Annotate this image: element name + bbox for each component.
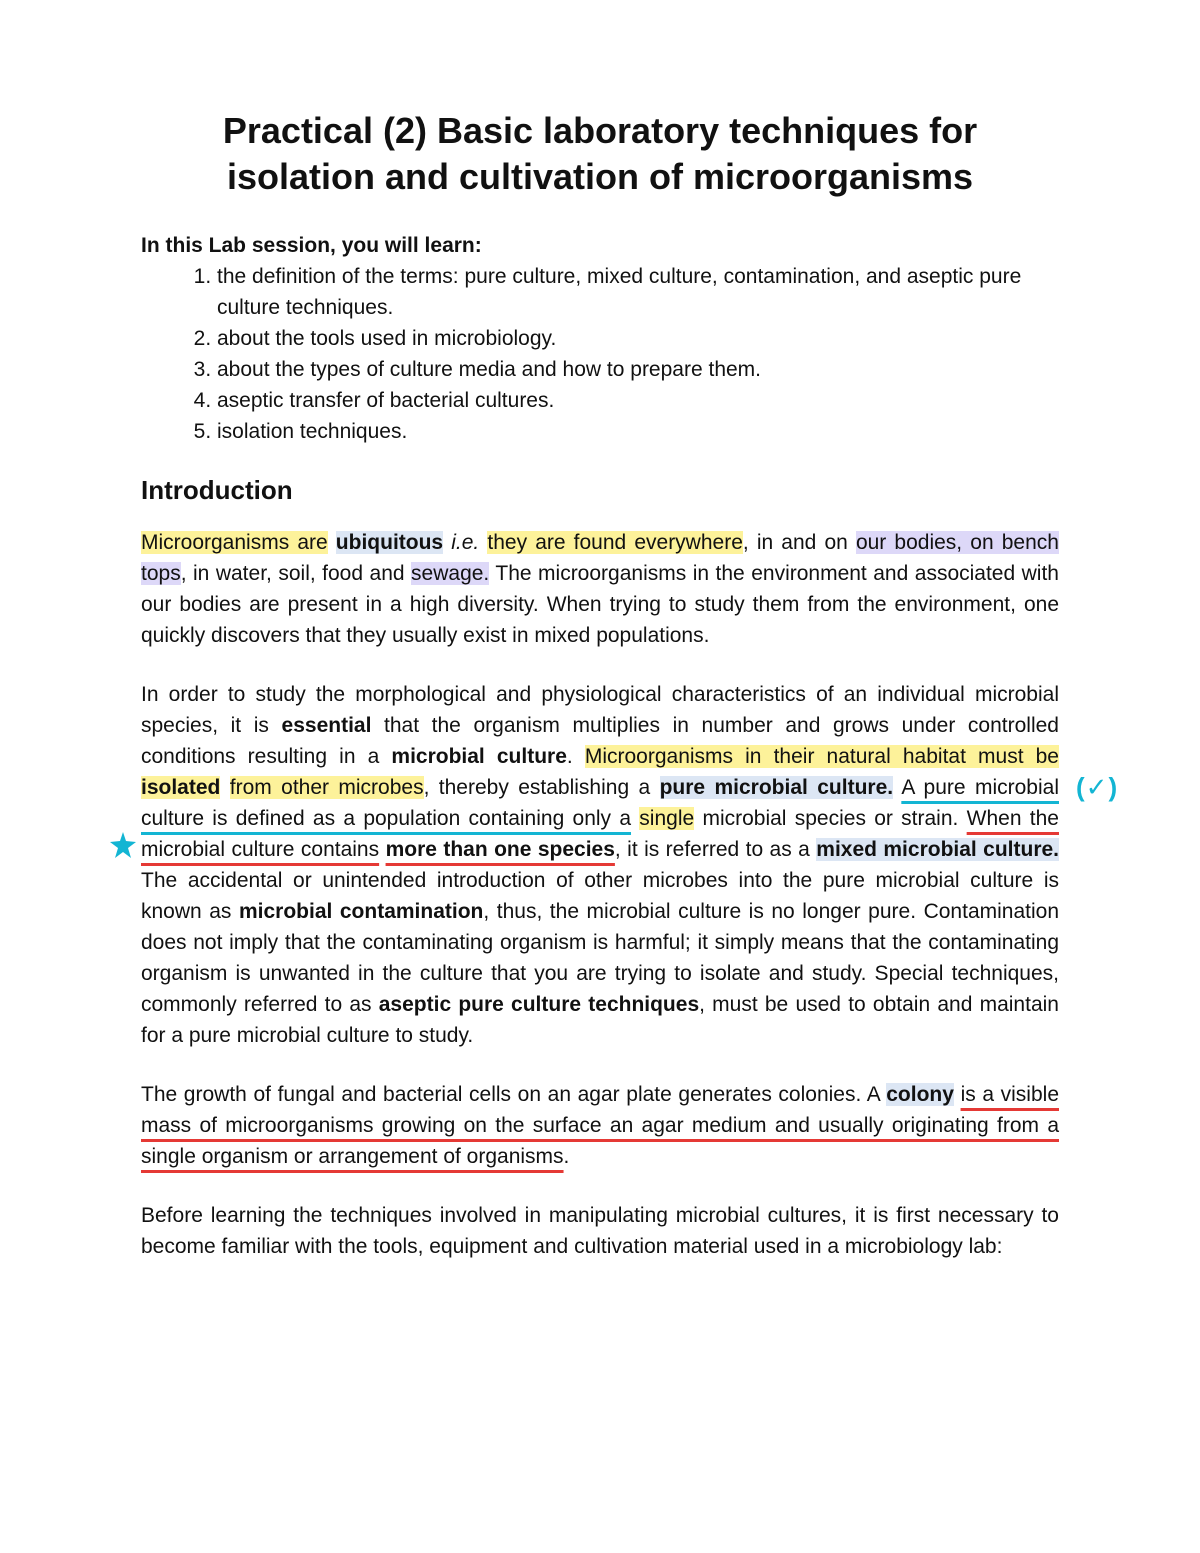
highlight-yellow: from other microbes xyxy=(229,776,424,799)
underline-red: is a visible mass of microorganisms growing on the surface an agar medium and usually originating from a single organism or arrangement of organisms xyxy=(141,1083,1059,1168)
highlight-yellow: they are found everywhere xyxy=(487,531,743,554)
document-page xyxy=(141,100,1059,1290)
italic-text: i.e. xyxy=(451,531,480,554)
highlight-purple: our bodies, on bench tops xyxy=(141,531,1059,585)
text-run: The accidental or unintended introduction of other microbes into the pure microbial culture is known as xyxy=(141,869,1059,923)
highlight-blue-bold: colony xyxy=(886,1083,954,1106)
text-run: , must be used to obtain and maintain for a pure microbial culture to study. xyxy=(141,993,1059,1047)
title-line-2: isolation and cultivation of microorganisms xyxy=(226,156,974,197)
page-title xyxy=(141,100,1059,200)
highlight-yellow: Microorganisms in their natural habitat must be xyxy=(584,745,1059,768)
check-annotation: (✓) xyxy=(1076,772,1119,802)
section-heading: Introduction xyxy=(141,475,293,505)
objective-item: 3. about the types of culture media and how to prepare them. xyxy=(217,354,1059,385)
highlight-yellow: single xyxy=(639,807,695,830)
highlight-blue-bold: pure microbial culture. xyxy=(659,776,894,799)
paragraph-tools: Before learning the techniques involved in manipulating microbial cultures, it is first necessary to become familiar with the tools, equipment and cultivation material used in a microbiology lab: xyxy=(141,1204,1059,1258)
text-run: , it is referred to as a xyxy=(614,838,817,861)
objectives-list xyxy=(141,261,1059,447)
paragraph-colony xyxy=(141,1079,1059,1172)
paragraph-culture xyxy=(141,679,1059,1051)
title-line-1: Practical (2) Basic laboratory techniques for xyxy=(222,110,978,151)
text-run: . xyxy=(563,1145,570,1168)
text-run: The growth of fungal and bacterial cells on an agar plate generates colonies. A xyxy=(141,1083,887,1106)
bold-term: microbial culture xyxy=(391,745,567,768)
text-run: , in and on xyxy=(742,531,848,554)
highlight-yellow: Microorganisms are xyxy=(141,531,328,554)
objective-item: 1. the definition of the terms: pure culture, mixed culture, contamination, and aseptic pure culture techniques. xyxy=(217,261,1059,323)
bold-term: essential xyxy=(281,714,372,737)
highlight-purple: sewage. xyxy=(411,562,490,585)
text-run: , thereby establishing a xyxy=(423,776,660,799)
bold-term: microbial contamination xyxy=(238,900,484,923)
text-run: . xyxy=(566,745,585,768)
text-run: microbial species or strain. xyxy=(702,807,959,830)
text-run: , thus, the microbial culture is no longer pure. Contamination does not imply that the contaminating organism is harmful; it simply means that the contaminating organism is unwanted in the culture that you are trying to isolate and study. Special techniques, commonly referred to as xyxy=(141,900,1059,1016)
highlight-blue-bold: mixed microbial culture. xyxy=(816,838,1060,861)
paragraph-intro xyxy=(141,527,1059,651)
bold-term: aseptic pure culture techniques xyxy=(378,993,700,1016)
objective-item: 2. about the tools used in microbiology. xyxy=(217,323,1059,354)
objective-item: 5. isolation techniques. xyxy=(217,416,1059,447)
text-run: that the organism multiplies in number and grows under controlled conditions resulting in a xyxy=(141,714,1059,768)
underline-red-bold: more than one species xyxy=(385,838,615,861)
underline-red: When the microbial culture contains xyxy=(141,807,1059,861)
text-run: The microorganisms in the environment and associated with our bodies are present in a high diversity. When trying to study them from the environment, one quickly discovers that they usually exist in mixed populations. xyxy=(141,562,1059,647)
star-icon xyxy=(108,830,138,860)
highlight-blue-bold: ubiquitous xyxy=(335,531,444,554)
highlight-yellow-bold: isolated xyxy=(141,776,221,799)
underline-cyan: A pure microbial culture is defined as a population containing only a xyxy=(141,776,1059,830)
text-run: In order to study the morphological and physiological characteristics of an individual microbial species, it is xyxy=(141,683,1059,737)
objective-item: 4. aseptic transfer of bacterial cultures. xyxy=(217,385,1059,416)
objectives-label: In this Lab session, you will learn: xyxy=(141,234,482,257)
text-run: , in water, soil, food and xyxy=(180,562,405,585)
